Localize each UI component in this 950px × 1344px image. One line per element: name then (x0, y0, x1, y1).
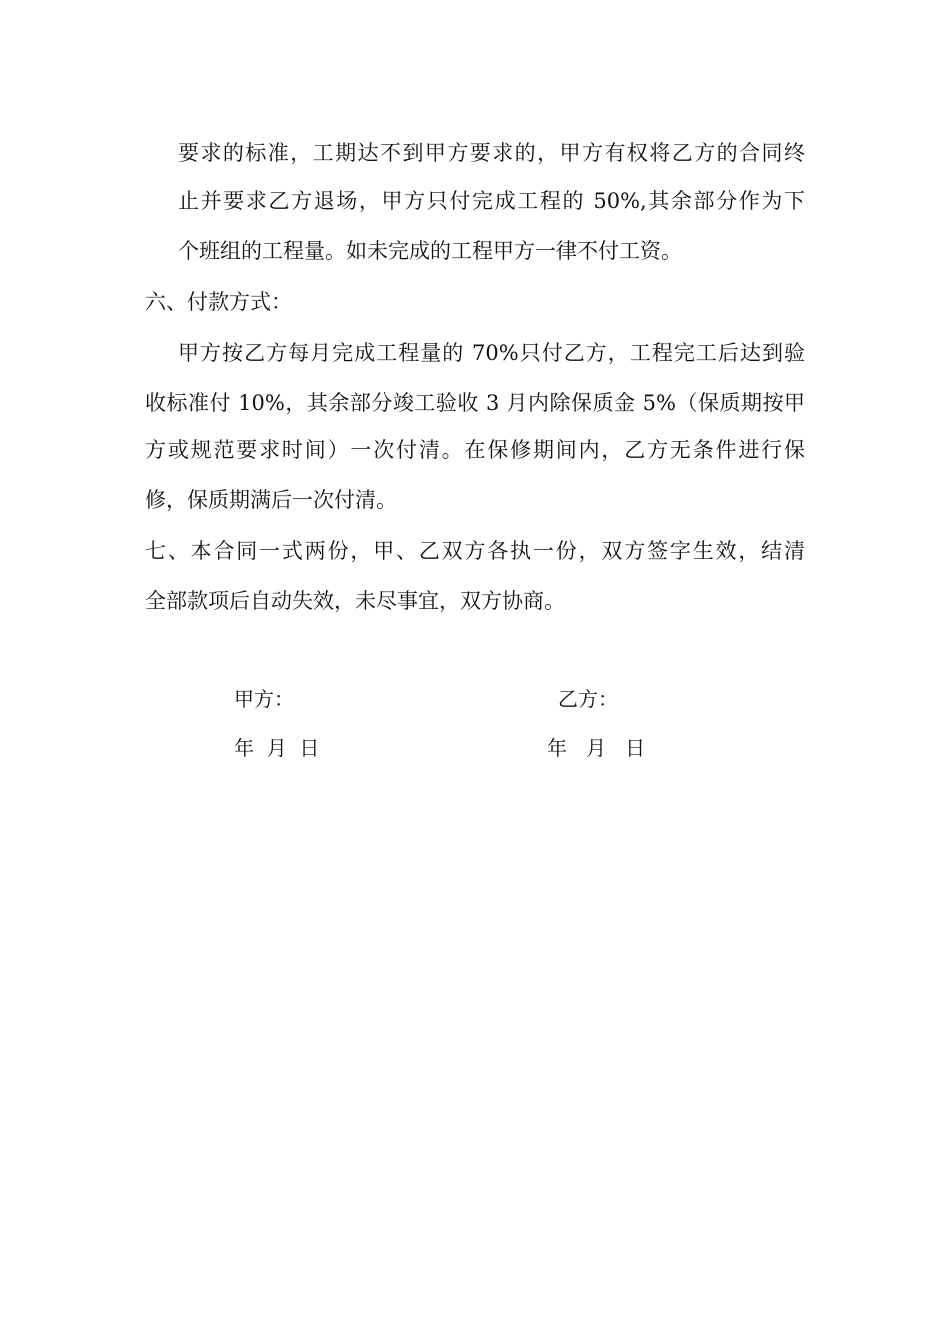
text-line: 要求的标准，工期达不到甲方要求的，甲方有权将乙方的合同终 (178, 141, 805, 165)
text-line: 个班组的工程量。如未完成的工程甲方一律不付工资。 (178, 239, 682, 263)
section-seven-line: 七、本合同一式两份，甲、乙双方各执一份，双方签字生效，结清 (145, 539, 805, 563)
text-line: 甲方按乙方每月完成工程量的 70%只付乙方，工程完工后达到验 (178, 341, 805, 365)
section-heading-payment: 六、付款方式： (145, 290, 292, 314)
party-a-date: 年 月 日 (234, 736, 320, 760)
party-b-date: 年 月 日 (547, 736, 646, 760)
party-a-label: 甲方： (234, 687, 294, 711)
text-line: 收标准付 10%，其余部分竣工验收 3 月内除保质金 5%（保质期按甲 (145, 391, 805, 415)
party-b-label: 乙方： (558, 687, 618, 711)
text-line: 止并要求乙方退场，甲方只付完成工程的 50%,其余部分作为下 (178, 189, 805, 213)
text-line: 方或规范要求时间）一次付清。在保修期间内，乙方无条件进行保 (145, 438, 805, 462)
text-line: 修，保质期满后一次付清。 (145, 488, 397, 512)
text-line: 全部款项后自动失效，未尽事宜，双方协商。 (145, 589, 565, 613)
